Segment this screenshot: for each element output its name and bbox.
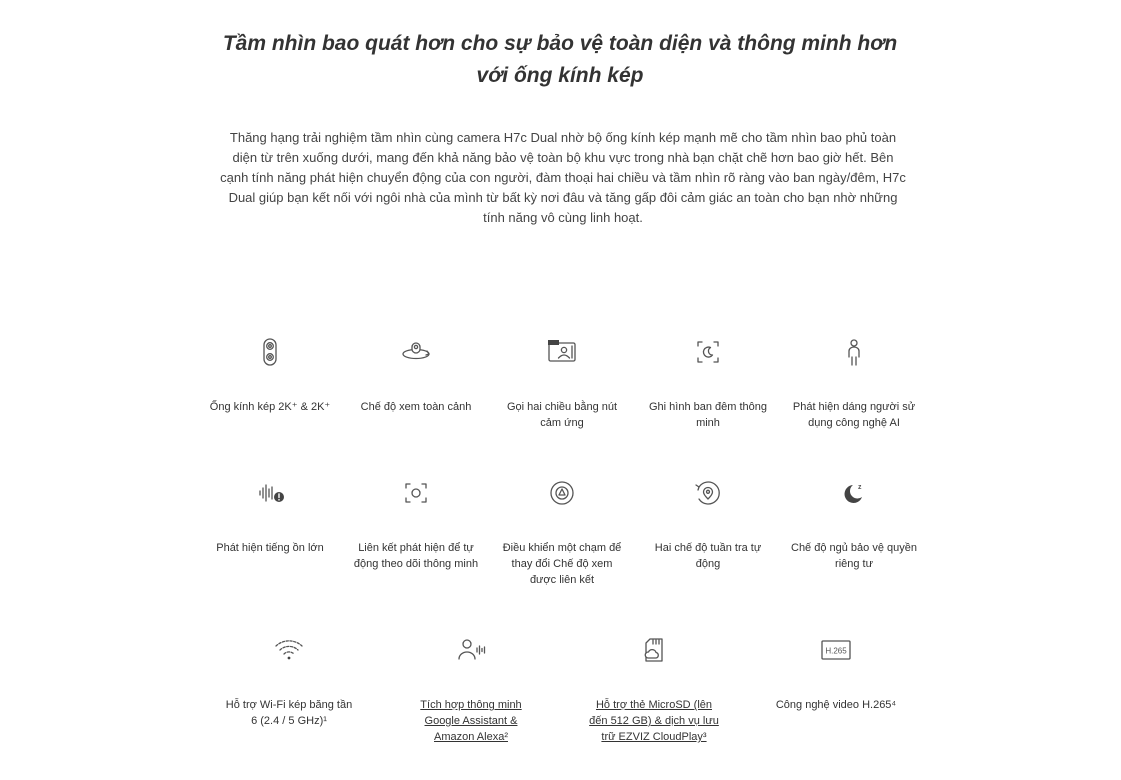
feature-label: Hai chế độ tuần tra tự động [654,542,762,570]
feature-label: Hỗ trợ Wi-Fi kép băng tần 6 (2.4 / 5 GHz)¹ [225,699,353,727]
feature-sleep-mode [789,478,919,572]
section-headline: Tầm nhìn bao quát hơn cho sự bảo vệ toàn diện và thông minh hơn với ống kính kép [222,32,898,87]
feature-loud-sound [205,478,335,556]
patrol-location-icon [691,478,725,508]
one-touch-control-icon [545,478,579,508]
feature-auto-tracking [351,478,481,572]
svg-text:z: z [858,484,862,491]
dual-lens-icon [253,337,287,367]
feature-h265 [771,635,901,713]
feature-link-storage[interactable]: Hỗ trợ thẻ MicroSD (lên đến 512 GB) & dịch vụ lưu trữ EZVIZ CloudPlay³ [589,699,719,743]
feature-label: Ống kính kép 2K⁺ & 2K⁺ [209,401,331,413]
feature-storage [589,635,719,745]
video-call-icon [545,337,579,367]
feature-label: Phát hiện tiếng ồn lớn [216,542,324,554]
night-vision-icon [691,337,725,367]
voice-assistant-icon [454,635,488,665]
feature-night-vision [643,337,773,431]
wifi-icon [272,635,306,665]
h265-badge-text: H.265 [825,646,847,656]
feature-person-detection [789,337,919,431]
feature-dual-lens [205,337,335,415]
feature-video-call [497,337,627,431]
feature-panorama [351,337,481,415]
person-detection-icon [837,337,871,367]
h265-icon [819,635,853,665]
auto-tracking-icon [399,478,433,508]
feature-label: Chế độ ngủ bảo vệ quyền riêng tư [791,542,917,570]
feature-label: Phát hiện dáng người sử dụng công nghệ AI [792,401,916,429]
feature-label: Chế độ xem toàn cảnh [360,401,472,413]
feature-patrol [643,478,773,572]
sleep-mode-icon [837,478,871,508]
loud-sound-icon [253,478,287,508]
feature-wifi [224,635,354,729]
feature-label: Liên kết phát hiện để tự động theo dõi thông minh [353,542,479,570]
feature-one-touch-control [497,478,627,588]
feature-label: Điều khiển một chạm để thay đổi Chế độ xem được liên kết [502,542,622,586]
section-intro: Thăng hạng trải nghiệm tầm nhìn cùng camera H7c Dual nhờ bộ ống kính kép mạnh mẽ cho tầm nhìn bao phủ toàn diện từ trên xuống dưới, mang đến khả năng bảo vệ toàn bộ khu vực trong nhà bạn chặt chẽ hơn bao giờ hết. Bên cạnh tính năng phát hiện chuyển động của con người, đàm thoại hai chiều và tầm nhìn rõ ràng vào ban ngày/đêm, H7c Dual giúp bạn kết nối với ngôi nhà của mình từ bất kỳ nơi đâu và tăng gấp đôi cảm giác an toàn cho bạn nhờ những tính năng vô cùng linh hoạt. [220,130,906,225]
feature-voice-assistant [406,635,536,745]
sd-card-cloud-icon [637,635,671,665]
feature-label: Gọi hai chiều bằng nút cảm ứng [506,401,618,429]
panorama-rotate-icon [399,337,433,367]
feature-label: Công nghệ video H.265⁴ [775,699,897,711]
feature-link-voice-assistant[interactable]: Tích hợp thông minh Google Assistant & Amazon Alexa² [420,699,522,743]
feature-label: Ghi hình ban đêm thông minh [648,401,768,429]
